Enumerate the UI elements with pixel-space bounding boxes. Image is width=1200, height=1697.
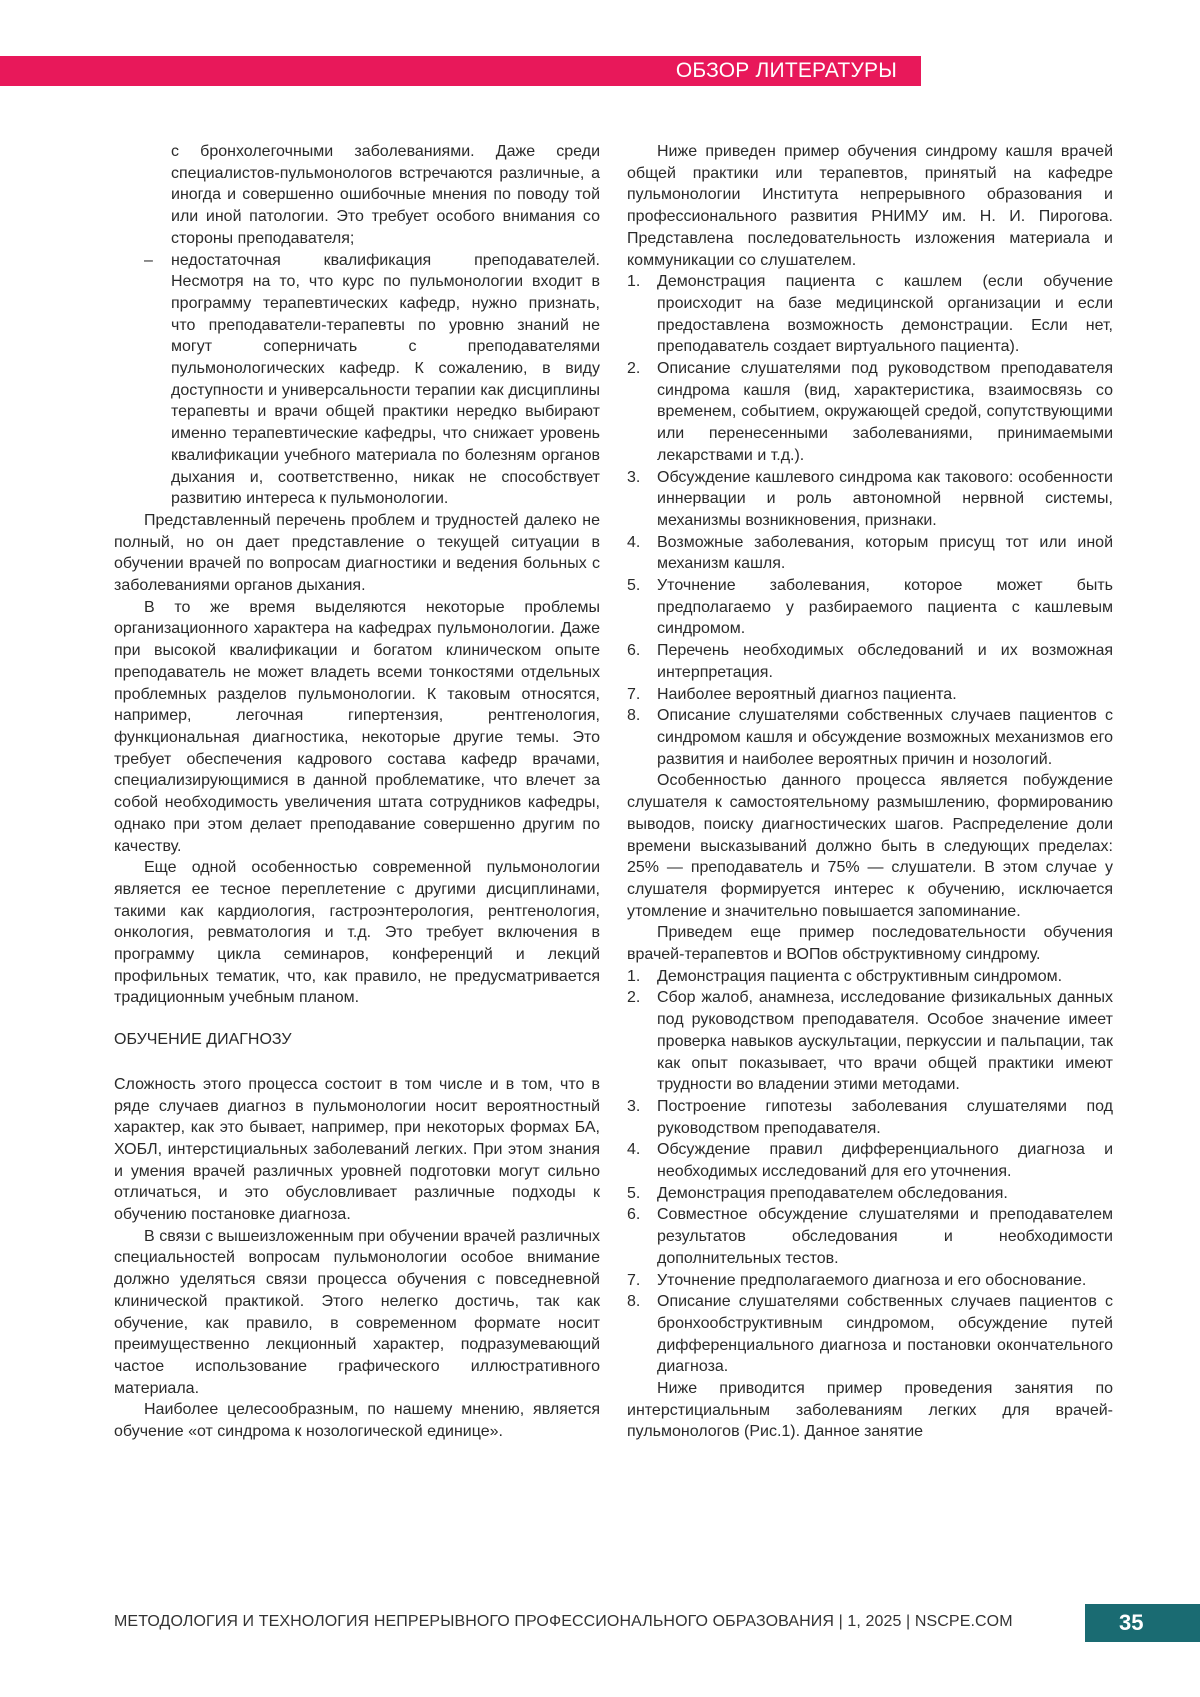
- paragraph: Ниже приведен пример обучения синдрому кашля врачей общей практики или терапевтов, принятый на кафедре пульмонологии Института непрерывного образования и профессионального развития РНИМУ им. Н. И. Пирогова. Представлена последовательность изложения материала и коммуникации со слушателем.: [627, 141, 1113, 271]
- list-item: [627, 1096, 1113, 1139]
- paragraph: Представленный перечень проблем и трудностей далеко не полный, но он дает представление о текущей ситуации в обучении врачей по вопросам диагностики и ведения больных с заболеваниями органов дыхания.: [114, 510, 600, 597]
- list-item: [627, 1204, 1113, 1269]
- section-header-band: [0, 56, 921, 86]
- list-number: 4.: [627, 1139, 640, 1161]
- paragraph: Наиболее целесообразным, по нашему мнению, является обучение «от синдрома к нозологической единице».: [114, 1399, 600, 1442]
- list-item-text: Демонстрация пациента с кашлем (если обучение происходит на базе медицинской организации и если предоставлена возможность демонстрации. Если нет, преподаватель создает виртуального пациента).: [657, 273, 1113, 355]
- list-item: [627, 640, 1113, 683]
- list-item: [627, 1183, 1113, 1205]
- dash-item: [114, 250, 600, 510]
- list-item: [627, 966, 1113, 988]
- list-number: 7.: [627, 684, 640, 706]
- list-number: 3.: [627, 467, 640, 489]
- list-number: 8.: [627, 1291, 640, 1313]
- list-number: 1.: [627, 966, 640, 988]
- list-item-text: Уточнение предполагаемого диагноза и его обоснование.: [657, 1272, 1086, 1289]
- list-item-text: Обсуждение кашлевого синдрома как такового: особенности иннервации и роль автономной нервной системы, механизмы возникновения, признаки.: [657, 469, 1113, 529]
- list-item-text: Описание слушателями собственных случаев пациентов с бронхообструктивным синдромом, обсуждение путей дифференциального диагноза и постановки окончательного диагноза.: [657, 1293, 1113, 1375]
- right-column: [627, 141, 1113, 1443]
- list-item-text: Демонстрация преподавателем обследования.: [657, 1185, 1008, 1202]
- list-item: [627, 358, 1113, 467]
- list-item-text: Совместное обсуждение слушателями и преподавателем результатов обследования и необходимости дополнительных тестов.: [657, 1206, 1113, 1266]
- left-column: [114, 141, 600, 1443]
- section-title: ОБЗОР ЛИТЕРАТУРЫ: [676, 59, 897, 83]
- cough-training-steps-list: [627, 271, 1113, 770]
- journal-footer: МЕТОДОЛОГИЯ И ТЕХНОЛОГИЯ НЕПРЕРЫВНОГО ПРОФЕССИОНАЛЬНОГО ОБРАЗОВАНИЯ | 1, 2025 | NSCPE.COM: [114, 1613, 1013, 1631]
- obstructive-training-steps-list: [627, 966, 1113, 1378]
- list-item: [627, 1291, 1113, 1378]
- dash-item-continued: [114, 141, 600, 250]
- dash-item-text: с бронхолегочными заболеваниями. Даже среди специалистов-пульмонологов встречаются различные, а иногда и совершенно ошибочные мнения по поводу той или иной патологии. Это требует особого внимания со стороны преподавателя;: [171, 141, 600, 250]
- paragraph: В связи с вышеизложенным при обучении врачей различных специальностей вопросам пульмонологии особое внимание должно уделяться связи процесса обучения с повседневной клинической практикой. Этого нелегко достичь, так как обучение, как правило, в современном формате носит преимущественно лекционный характер, подразумевающий частое использование графического иллюстративного материала.: [114, 1226, 600, 1400]
- list-item-text: Демонстрация пациента с обструктивным синдромом.: [657, 968, 1062, 985]
- paragraph: Еще одной особенностью современной пульмонологии является ее тесное переплетение с другими дисциплинами, такими как кардиология, гастроэнтерология, рентгенология, онкология, ревматология и т.д. Это требует включения в программу цикла семинаров, конференций и лекций профильных тематик, что, как правило, не предусматривается традиционным учебным планом.: [114, 857, 600, 1009]
- list-item: [627, 271, 1113, 358]
- paragraph: Особенностью данного процесса является побуждение слушателя к самостоятельному размышлению, формированию выводов, поиску диагностических шагов. Распределение доли времени высказываний должно быть в следующих пределах: 25% — преподаватель и 75% — слушатели. В этом случае у слушателя формируется интерес к обучению, исключается утомление и значительно повышается запоминание.: [627, 770, 1113, 922]
- list-item-text: Обсуждение правил дифференциального диагноза и необходимых исследований для его уточнения.: [657, 1141, 1113, 1180]
- list-number: 2.: [627, 358, 640, 380]
- list-item: [627, 684, 1113, 706]
- list-number: 1.: [627, 271, 640, 293]
- list-item-text: Описание слушателями под руководством преподавателя синдрома кашля (вид, характеристика, взаимосвязь со временем, событием, окружающей средой, сопутствующими или перенесенными заболеваниями, принимаемыми лекарствами и т.д.).: [657, 360, 1113, 464]
- paragraph: Сложность этого процесса состоит в том числе и в том, что в ряде случаев диагноз в пульмонологии носит вероятностный характер, как это бывает, например, при некоторых формах БА, ХОБЛ, интерстициальных заболеваний легких. При этом знания и умения врачей различных уровней подготовки могут сильно отличаться, и это обусловливает различные подходы к обучению постановке диагноза.: [114, 1074, 600, 1226]
- list-number: 5.: [627, 575, 640, 597]
- list-item-text: Перечень необходимых обследований и их возможная интерпретация.: [657, 642, 1113, 681]
- list-item: [627, 987, 1113, 1096]
- page-number: 35: [1085, 1604, 1200, 1642]
- list-number: 7.: [627, 1270, 640, 1292]
- list-item: [627, 705, 1113, 770]
- list-number: 6.: [627, 640, 640, 662]
- list-number: 2.: [627, 987, 640, 1009]
- section-heading: ОБУЧЕНИЕ ДИАГНОЗУ: [114, 1029, 600, 1051]
- list-number: 4.: [627, 532, 640, 554]
- list-number: 8.: [627, 705, 640, 727]
- list-number: 5.: [627, 1183, 640, 1205]
- list-item-text: Уточнение заболевания, которое может быть предполагаемо у разбираемого пациента с кашлевым синдромом.: [657, 577, 1113, 637]
- list-item: [627, 467, 1113, 532]
- list-number: 3.: [627, 1096, 640, 1118]
- list-item-text: Сбор жалоб, анамнеза, исследование физикальных данных под руководством преподавателя. Особое значение имеет проверка навыков аускультации, перкуссии и пальпации, так как опыт показывает, что врачи общей практики имеют трудности во владении этими методами.: [657, 989, 1113, 1093]
- list-item-text: Возможные заболевания, которым присущ тот или иной механизм кашля.: [657, 534, 1113, 573]
- dash-marker: –: [144, 250, 153, 272]
- list-item: [627, 532, 1113, 575]
- list-item: [627, 1139, 1113, 1182]
- list-number: 6.: [627, 1204, 640, 1226]
- list-item-text: Построение гипотезы заболевания слушателями под руководством преподавателя.: [657, 1098, 1113, 1137]
- list-item: [627, 575, 1113, 640]
- list-item-text: Описание слушателями собственных случаев пациентов с синдромом кашля и обсуждение возможных механизмов его развития и наиболее вероятных причин и нозологий.: [657, 707, 1113, 767]
- list-item-text: Наиболее вероятный диагноз пациента.: [657, 686, 957, 703]
- dash-item-text: недостаточная квалификация преподавателей. Несмотря на то, что курс по пульмонологии входит в программу терапевтических кафедр, нужно признать, что преподаватели-терапевты по уровню знаний не могут соперничать с преподавателями пульмонологических кафедр. К сожалению, в виду доступности и универсальности терапии как дисциплины терапевты и врачи общей практики нередко выбирают именно терапевтические кафедры, что снижает уровень квалификации учебного материала по болезням органов дыхания и, соответственно, никак не способствует развитию интереса к пульмонологии.: [171, 250, 600, 510]
- paragraph: Ниже приводится пример проведения занятия по интерстициальным заболеваниям легких для врачей-пульмонологов (Рис.1). Данное занятие: [627, 1378, 1113, 1443]
- paragraph: В то же время выделяются некоторые проблемы организационного характера на кафедрах пульмонологии. Даже при высокой квалификации и богатом клиническом опыте преподаватель не может владеть всеми тонкостями отдельных проблемных разделов пульмонологии. К таковым относятся, например, легочная гипертензия, рентгенология, функциональная диагностика, некоторые другие темы. Это требует обеспечения кадрового состава кафедр врачами, специализирующимися в данной проблематике, что влечет за собой необходимость увеличения штата сотрудников кафедры, однако при этом делает преподавание совершенно другим по качеству.: [114, 597, 600, 857]
- list-item: [627, 1270, 1113, 1292]
- paragraph: Приведем еще пример последовательности обучения врачей-терапевтов и ВОПов обструктивному синдрому.: [627, 922, 1113, 965]
